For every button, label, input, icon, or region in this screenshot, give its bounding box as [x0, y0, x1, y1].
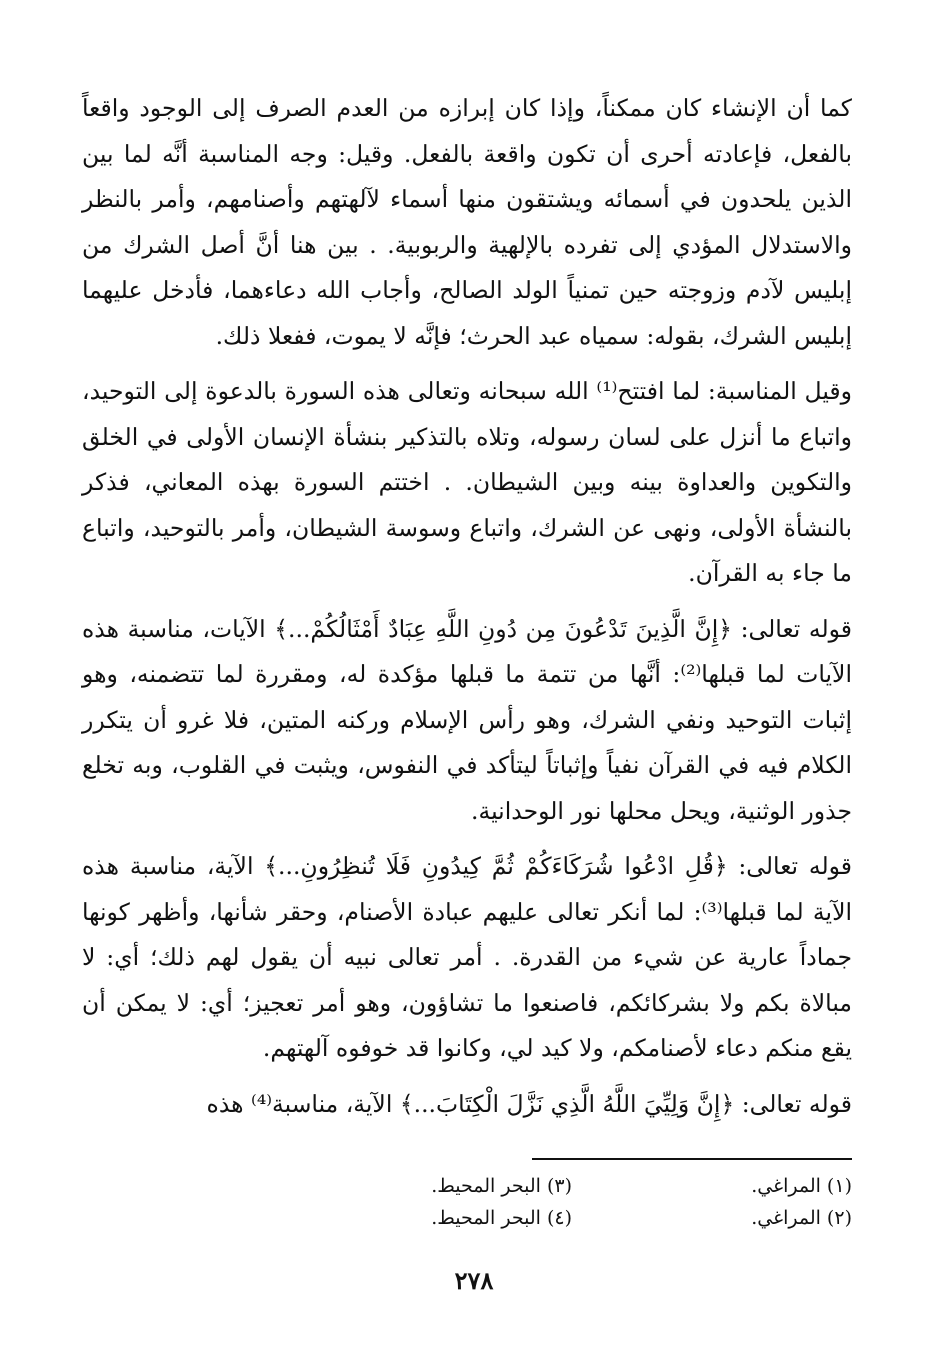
paragraph-1: كما أن الإنشاء كان ممكناً، وإذا كان إبرازه من العدم الصرف إلى الوجود واقعاً بالفعل، فإعادته أحرى أن تكون واقعة بالفعل. وقيل: وجه المناسبة أنَّه لما بين الذين يلحدون في أسمائه ويشتقون منها أسماء لآلهتهم وأصنامهم، وأمر بالنظر والاستدلال المؤدي إلى تفرده بالإلهية والربوبية. . بين هنا أنَّ أصل الشرك من إبليس لآدم وزوجته حين تمنياً الولد الصالح، وأجاب الله دعاءهما، فأدخل عليهما إبليس الشرك، بقوله: سمياه عبد الحرث؛ فإنَّه لا يموت، ففعلا ذلك. [82, 94, 852, 350]
page-body [82, 86, 852, 1127]
footnote-3: (٣) البحر المحيط. [431, 1175, 572, 1197]
paragraph-2: وقيل المناسبة: لما افتتح⁽¹⁾ الله سبحانه وتعالى هذه السورة بالدعوة إلى التوحيد، واتباع ما أنزل على لسان رسوله، وتلاه بالتذكير بنشأة الإنسان الأولى في الخلق والتكوين والعداوة بينه وبين الشيطان. . اختتم السورة بهذه المعاني، فذكر بالنشأة الأولى، ونهى عن الشرك، واتباع وسوسة الشيطان، وأمر بالتوحيد، واتباع ما جاء به القرآن. [82, 377, 852, 587]
paragraph-5: قوله تعالى: ﴿إِنَّ وَلِيِّيَ اللَّهُ الَّذِي نَزَّلَ الْكِتَابَ...﴾ الآية، مناسبة⁽⁴⁾ هذه [206, 1089, 852, 1118]
page-number: ٢٧٨ [454, 1266, 494, 1295]
footnote-1: (١) المراغي. [751, 1175, 852, 1197]
paragraph-4: قوله تعالى: ﴿قُلِ ادْعُوا شُرَكَاءَكُمْ ثُمَّ كِيدُونِ فَلَا تُنظِرُونِ...﴾ الآية، مناسبة هذه الآية لما قبلها⁽³⁾: لما أنكر تعالى عليهم عبادة الأصنام، وحقر شأنها، وأظهر كونها جماداً عارية عن شيء من القدرة. . أمر تعالى نبيه أن يقول لهم ذلك؛ أي: لا مبالاة بكم ولا بشركائكم، فاصنعوا ما تشاؤون، وهو أمر تعجيز؛ أي: لا يمكن أن يقع منكم دعاء لأصنامكم، ولا كيد لي، وكانوا قد خوفوه آلهتهم. [82, 852, 852, 1062]
paragraph-3: قوله تعالى: ﴿إِنَّ الَّذِينَ تَدْعُونَ مِن دُونِ اللَّهِ عِبَادٌ أَمْثَالُكُمْ...﴾ الآيات، مناسبة هذه الآيات لما قبلها⁽²⁾: أنَّها من تتمة ما قبلها مؤكدة له، ومقررة لما تتضمنه، وهو إثبات التوحيد ونفي الشرك، وهو رأس الإسلام وركنه المتين، فلا غرو أن يتكرر الكلام فيه في القرآن نفياً وإثباتاً ليتأكد في النفوس، ويثبت في القلوب، وبه تخلع جذور الوثنية، ويحل محلها نور الوحدانية. [82, 614, 852, 825]
footnote-4: (٤) البحر المحيط. [431, 1207, 572, 1229]
footnotes [292, 1172, 852, 1232]
footnotes-divider [532, 1158, 852, 1160]
footnote-2: (٢) المراغي. [751, 1207, 852, 1229]
